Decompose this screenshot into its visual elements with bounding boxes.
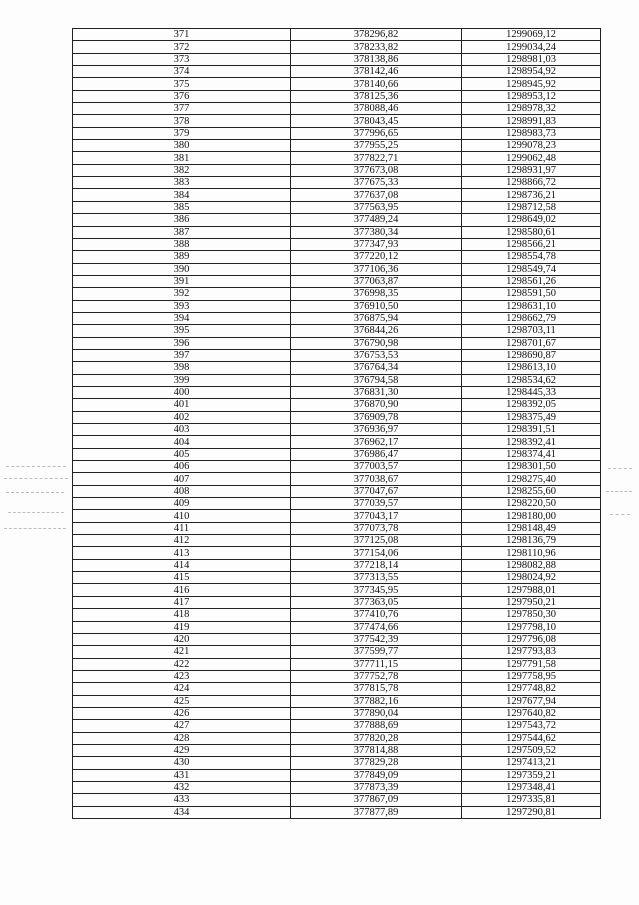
point-number-cell: 414 [73,559,291,571]
point-number-cell: 418 [73,609,291,621]
point-number-cell: 417 [73,596,291,608]
point-number-cell: 406 [73,461,291,473]
y-coordinate-cell: 1298392,05 [462,399,601,411]
y-coordinate-cell: 1298374,41 [462,448,601,460]
x-coordinate-cell: 376875,94 [291,312,462,324]
table-row [73,510,601,522]
y-coordinate-cell: 1298649,02 [462,214,601,226]
point-number-cell: 397 [73,349,291,361]
table-row [73,325,601,337]
x-coordinate-cell: 378125,36 [291,90,462,102]
x-coordinate-cell: 376753,53 [291,349,462,361]
point-number-cell: 401 [73,399,291,411]
point-number-cell: 371 [73,29,291,41]
point-number-cell: 424 [73,683,291,695]
table-row [73,621,601,633]
x-coordinate-cell: 376910,50 [291,300,462,312]
point-number-cell: 419 [73,621,291,633]
y-coordinate-cell: 1298561,26 [462,275,601,287]
point-number-cell: 433 [73,794,291,806]
table-row [73,349,601,361]
point-number-cell: 430 [73,757,291,769]
y-coordinate-cell: 1299034,24 [462,41,601,53]
point-number-cell: 388 [73,238,291,250]
y-coordinate-cell: 1298255,60 [462,485,601,497]
point-number-cell: 400 [73,386,291,398]
y-coordinate-cell: 1298978,32 [462,103,601,115]
x-coordinate-cell: 377673,08 [291,164,462,176]
table-row [73,547,601,559]
point-number-cell: 427 [73,720,291,732]
point-number-cell: 382 [73,164,291,176]
y-coordinate-cell: 1298549,74 [462,263,601,275]
table-row [73,670,601,682]
y-coordinate-cell: 1298392,41 [462,436,601,448]
x-coordinate-cell: 377599,77 [291,646,462,658]
x-coordinate-cell: 377063,87 [291,275,462,287]
y-coordinate-cell: 1298375,49 [462,411,601,423]
point-number-cell: 412 [73,535,291,547]
point-number-cell: 410 [73,510,291,522]
y-coordinate-cell: 1297413,21 [462,757,601,769]
table-row [73,781,601,793]
table-row [73,658,601,670]
y-coordinate-cell: 1298866,72 [462,177,601,189]
point-number-cell: 392 [73,288,291,300]
x-coordinate-cell: 376962,17 [291,436,462,448]
table-row [73,769,601,781]
x-coordinate-cell: 377542,39 [291,633,462,645]
point-number-cell: 421 [73,646,291,658]
scan-artifact [610,514,630,515]
x-coordinate-cell: 377125,08 [291,535,462,547]
table-row [73,66,601,78]
point-number-cell: 409 [73,498,291,510]
scan-artifact [6,466,66,467]
y-coordinate-cell: 1297748,82 [462,683,601,695]
y-coordinate-cell: 1298712,58 [462,201,601,213]
point-number-cell: 432 [73,781,291,793]
x-coordinate-cell: 377752,78 [291,670,462,682]
x-coordinate-cell: 377220,12 [291,251,462,263]
table-row [73,732,601,744]
x-coordinate-cell: 376844,26 [291,325,462,337]
x-coordinate-cell: 377955,25 [291,140,462,152]
x-coordinate-cell: 377882,16 [291,695,462,707]
table-row [73,90,601,102]
y-coordinate-cell: 1297290,81 [462,806,601,818]
y-coordinate-cell: 1298954,92 [462,66,601,78]
point-number-cell: 404 [73,436,291,448]
y-coordinate-cell: 1297850,30 [462,609,601,621]
table-row [73,263,601,275]
point-number-cell: 396 [73,337,291,349]
table-row [73,757,601,769]
x-coordinate-cell: 377003,57 [291,461,462,473]
x-coordinate-cell: 376998,35 [291,288,462,300]
table-row [73,794,601,806]
x-coordinate-cell: 377345,95 [291,584,462,596]
point-number-cell: 387 [73,226,291,238]
x-coordinate-cell: 376794,58 [291,374,462,386]
table-row [73,485,601,497]
table-row [73,424,601,436]
scan-artifact [8,512,64,513]
x-coordinate-cell: 376936,97 [291,424,462,436]
point-number-cell: 402 [73,411,291,423]
point-number-cell: 395 [73,325,291,337]
y-coordinate-cell: 1298082,88 [462,559,601,571]
x-coordinate-cell: 378233,82 [291,41,462,53]
x-coordinate-cell: 377363,05 [291,596,462,608]
x-coordinate-cell: 377849,09 [291,769,462,781]
x-coordinate-cell: 377829,28 [291,757,462,769]
table-row [73,522,601,534]
x-coordinate-cell: 377047,67 [291,485,462,497]
y-coordinate-cell: 1298180,00 [462,510,601,522]
x-coordinate-cell: 377038,67 [291,473,462,485]
x-coordinate-cell: 376909,78 [291,411,462,423]
y-coordinate-cell: 1297509,52 [462,744,601,756]
x-coordinate-cell: 376764,34 [291,362,462,374]
y-coordinate-cell: 1297758,95 [462,670,601,682]
table-row [73,152,601,164]
y-coordinate-cell: 1297348,41 [462,781,601,793]
x-coordinate-cell: 377410,76 [291,609,462,621]
coordinates-table-body [73,29,601,819]
table-row [73,337,601,349]
y-coordinate-cell: 1298024,92 [462,572,601,584]
scan-artifact [606,491,632,492]
x-coordinate-cell: 377820,28 [291,732,462,744]
table-row [73,189,601,201]
table-row [73,596,601,608]
point-number-cell: 403 [73,424,291,436]
point-number-cell: 415 [73,572,291,584]
point-number-cell: 411 [73,522,291,534]
x-coordinate-cell: 377815,78 [291,683,462,695]
table-row [73,436,601,448]
y-coordinate-cell: 1298690,87 [462,349,601,361]
y-coordinate-cell: 1298591,50 [462,288,601,300]
x-coordinate-cell: 376790,98 [291,337,462,349]
x-coordinate-cell: 377380,34 [291,226,462,238]
y-coordinate-cell: 1298983,73 [462,127,601,139]
x-coordinate-cell: 377106,36 [291,263,462,275]
scan-artifact [4,528,66,529]
x-coordinate-cell: 377313,55 [291,572,462,584]
point-number-cell: 386 [73,214,291,226]
x-coordinate-cell: 377814,88 [291,744,462,756]
x-coordinate-cell: 377218,14 [291,559,462,571]
point-number-cell: 398 [73,362,291,374]
x-coordinate-cell: 377489,24 [291,214,462,226]
table-row [73,707,601,719]
table-row [73,559,601,571]
table-row [73,275,601,287]
point-number-cell: 394 [73,312,291,324]
x-coordinate-cell: 377996,65 [291,127,462,139]
point-number-cell: 378 [73,115,291,127]
x-coordinate-cell: 376986,47 [291,448,462,460]
point-number-cell: 389 [73,251,291,263]
y-coordinate-cell: 1297791,58 [462,658,601,670]
x-coordinate-cell: 377867,09 [291,794,462,806]
y-coordinate-cell: 1297640,82 [462,707,601,719]
x-coordinate-cell: 378140,66 [291,78,462,90]
point-number-cell: 385 [73,201,291,213]
table-row [73,312,601,324]
point-number-cell: 380 [73,140,291,152]
x-coordinate-cell: 377347,93 [291,238,462,250]
y-coordinate-cell: 1298554,78 [462,251,601,263]
table-row [73,78,601,90]
table-row [73,633,601,645]
table-row [73,115,601,127]
point-number-cell: 373 [73,53,291,65]
x-coordinate-cell: 378088,46 [291,103,462,115]
x-coordinate-cell: 377637,08 [291,189,462,201]
point-number-cell: 383 [73,177,291,189]
point-number-cell: 408 [73,485,291,497]
y-coordinate-cell: 1298701,67 [462,337,601,349]
point-number-cell: 393 [73,300,291,312]
x-coordinate-cell: 377888,69 [291,720,462,732]
table-row [73,140,601,152]
table-row [73,609,601,621]
y-coordinate-cell: 1297543,72 [462,720,601,732]
y-coordinate-cell: 1299078,23 [462,140,601,152]
table-row [73,744,601,756]
table-row [73,238,601,250]
x-coordinate-cell: 377154,06 [291,547,462,559]
table-row [73,448,601,460]
table-row [73,386,601,398]
table-row [73,720,601,732]
y-coordinate-cell: 1297544,62 [462,732,601,744]
table-row [73,164,601,176]
y-coordinate-cell: 1298534,62 [462,374,601,386]
table-row [73,251,601,263]
point-number-cell: 413 [73,547,291,559]
x-coordinate-cell: 377073,78 [291,522,462,534]
table-row [73,473,601,485]
point-number-cell: 374 [73,66,291,78]
table-row [73,374,601,386]
y-coordinate-cell: 1298220,50 [462,498,601,510]
point-number-cell: 426 [73,707,291,719]
y-coordinate-cell: 1297359,21 [462,769,601,781]
scan-artifact [6,492,64,493]
table-row [73,461,601,473]
table-row [73,646,601,658]
y-coordinate-cell: 1298736,21 [462,189,601,201]
x-coordinate-cell: 377474,66 [291,621,462,633]
scan-artifact [4,478,68,479]
y-coordinate-cell: 1298136,79 [462,535,601,547]
table-row [73,226,601,238]
x-coordinate-cell: 376870,90 [291,399,462,411]
x-coordinate-cell: 377563,95 [291,201,462,213]
table-row [73,806,601,818]
x-coordinate-cell: 377043,17 [291,510,462,522]
y-coordinate-cell: 1298580,61 [462,226,601,238]
point-number-cell: 423 [73,670,291,682]
x-coordinate-cell: 377822,71 [291,152,462,164]
y-coordinate-cell: 1297950,21 [462,596,601,608]
point-number-cell: 407 [73,473,291,485]
y-coordinate-cell: 1298703,11 [462,325,601,337]
y-coordinate-cell: 1298613,10 [462,362,601,374]
y-coordinate-cell: 1297335,81 [462,794,601,806]
y-coordinate-cell: 1297988,01 [462,584,601,596]
x-coordinate-cell: 378138,86 [291,53,462,65]
y-coordinate-cell: 1298945,92 [462,78,601,90]
point-number-cell: 420 [73,633,291,645]
point-number-cell: 428 [73,732,291,744]
point-number-cell: 372 [73,41,291,53]
point-number-cell: 431 [73,769,291,781]
point-number-cell: 377 [73,103,291,115]
table-row [73,127,601,139]
point-number-cell: 416 [73,584,291,596]
table-row [73,177,601,189]
y-coordinate-cell: 1298931,97 [462,164,601,176]
table-row [73,498,601,510]
table-row [73,288,601,300]
x-coordinate-cell: 378142,46 [291,66,462,78]
table-row [73,53,601,65]
y-coordinate-cell: 1298662,79 [462,312,601,324]
y-coordinate-cell: 1297677,94 [462,695,601,707]
point-number-cell: 375 [73,78,291,90]
point-number-cell: 429 [73,744,291,756]
y-coordinate-cell: 1298631,10 [462,300,601,312]
y-coordinate-cell: 1299062,48 [462,152,601,164]
x-coordinate-cell: 377711,15 [291,658,462,670]
y-coordinate-cell: 1298445,33 [462,386,601,398]
coordinates-table [72,28,601,819]
scan-artifact [608,468,632,469]
point-number-cell: 379 [73,127,291,139]
point-number-cell: 405 [73,448,291,460]
y-coordinate-cell: 1298301,50 [462,461,601,473]
y-coordinate-cell: 1298981,03 [462,53,601,65]
point-number-cell: 434 [73,806,291,818]
x-coordinate-cell: 377039,57 [291,498,462,510]
y-coordinate-cell: 1298110,96 [462,547,601,559]
table-row [73,201,601,213]
table-row [73,41,601,53]
y-coordinate-cell: 1297793,83 [462,646,601,658]
x-coordinate-cell: 377873,39 [291,781,462,793]
point-number-cell: 390 [73,263,291,275]
point-number-cell: 381 [73,152,291,164]
x-coordinate-cell: 377890,04 [291,707,462,719]
point-number-cell: 391 [73,275,291,287]
table-row [73,399,601,411]
point-number-cell: 384 [73,189,291,201]
x-coordinate-cell: 376831,30 [291,386,462,398]
y-coordinate-cell: 1298991,83 [462,115,601,127]
y-coordinate-cell: 1298391,51 [462,424,601,436]
x-coordinate-cell: 377877,89 [291,806,462,818]
y-coordinate-cell: 1298953,12 [462,90,601,102]
table-row [73,572,601,584]
y-coordinate-cell: 1298148,49 [462,522,601,534]
table-row [73,411,601,423]
x-coordinate-cell: 378296,82 [291,29,462,41]
point-number-cell: 422 [73,658,291,670]
table-row [73,695,601,707]
y-coordinate-cell: 1297796,08 [462,633,601,645]
table-row [73,103,601,115]
table-row [73,535,601,547]
table-row [73,362,601,374]
point-number-cell: 425 [73,695,291,707]
table-row [73,584,601,596]
table-row [73,683,601,695]
y-coordinate-cell: 1297798,10 [462,621,601,633]
table-row [73,300,601,312]
point-number-cell: 376 [73,90,291,102]
table-row [73,214,601,226]
y-coordinate-cell: 1298275,40 [462,473,601,485]
point-number-cell: 399 [73,374,291,386]
y-coordinate-cell: 1298566,21 [462,238,601,250]
y-coordinate-cell: 1299069,12 [462,29,601,41]
x-coordinate-cell: 378043,45 [291,115,462,127]
x-coordinate-cell: 377675,33 [291,177,462,189]
table-row [73,29,601,41]
